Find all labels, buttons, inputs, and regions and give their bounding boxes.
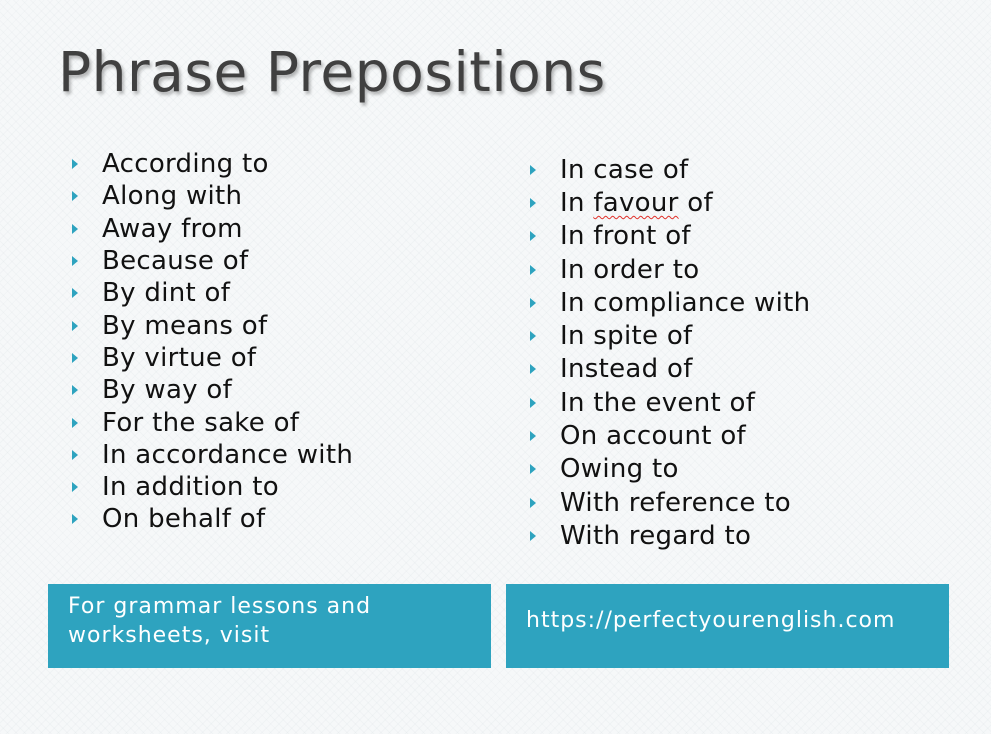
slide-title: Phrase Prepositions <box>58 40 606 104</box>
triangle-right-icon <box>530 364 536 374</box>
list-item-text: In accordance with <box>102 439 354 470</box>
list-item <box>68 406 353 438</box>
triangle-right-icon <box>530 431 536 441</box>
list-item-text: With regard to <box>560 520 752 551</box>
triangle-right-icon <box>72 159 78 169</box>
spellcheck-flagged-word: favour <box>593 187 679 218</box>
triangle-right-icon <box>72 514 78 524</box>
triangle-right-icon <box>530 198 536 208</box>
list-item-text <box>560 188 713 218</box>
triangle-right-icon <box>72 191 78 201</box>
list-item-text: By dint of <box>102 278 231 309</box>
list-item <box>68 245 353 277</box>
right-preposition-list <box>526 153 810 553</box>
list-item-text: On behalf of <box>102 504 266 535</box>
list-item-text: In front of <box>560 221 691 252</box>
list-item <box>68 213 353 245</box>
list-item-text: In addition to <box>102 472 279 503</box>
list-item-text: In compliance with <box>560 287 811 318</box>
list-item <box>526 286 810 319</box>
triangle-right-icon <box>530 531 536 541</box>
favour-suffix: of <box>678 187 713 218</box>
list-item <box>526 353 810 386</box>
list-item-text: According to <box>102 149 269 180</box>
triangle-right-icon <box>530 331 536 341</box>
list-item-text: For the sake of <box>102 407 300 438</box>
list-item-text: Away from <box>102 213 243 244</box>
list-item <box>68 503 353 535</box>
list-item-text: Owing to <box>560 454 679 485</box>
list-item <box>68 439 353 471</box>
triangle-right-icon <box>530 231 536 241</box>
list-item <box>526 153 810 186</box>
list-item-text: With reference to <box>560 487 791 518</box>
triangle-right-icon <box>530 398 536 408</box>
list-item <box>526 519 810 552</box>
triangle-right-icon <box>72 288 78 298</box>
triangle-right-icon <box>530 464 536 474</box>
triangle-right-icon <box>72 321 78 331</box>
footer-note-box <box>48 584 491 668</box>
triangle-right-icon <box>530 298 536 308</box>
list-item-text: In order to <box>560 254 700 285</box>
triangle-right-icon <box>72 256 78 266</box>
triangle-right-icon <box>72 450 78 460</box>
footer-note-text: For grammar lessons and worksheets, visit <box>68 594 372 648</box>
left-preposition-list <box>68 148 353 536</box>
list-item <box>526 386 810 419</box>
triangle-right-icon <box>72 418 78 428</box>
list-item-text: Instead of <box>560 354 693 385</box>
triangle-right-icon <box>530 165 536 175</box>
list-item <box>526 220 810 253</box>
list-item-text: In case of <box>560 154 689 185</box>
list-item <box>526 486 810 519</box>
list-item <box>68 180 353 212</box>
list-item-text: By means of <box>102 310 268 341</box>
triangle-right-icon <box>72 385 78 395</box>
list-item <box>68 374 353 406</box>
list-item-text: In spite of <box>560 321 693 352</box>
triangle-right-icon <box>72 224 78 234</box>
triangle-right-icon <box>530 265 536 275</box>
list-item <box>68 471 353 503</box>
list-item-text: Along with <box>102 181 243 212</box>
list-item-text: By virtue of <box>102 342 257 373</box>
list-item <box>526 186 810 219</box>
triangle-right-icon <box>530 498 536 508</box>
favour-prefix: In <box>560 187 594 218</box>
list-item <box>526 453 810 486</box>
list-item <box>68 148 353 180</box>
list-item <box>68 277 353 309</box>
list-item-text: By way of <box>102 375 233 406</box>
list-item <box>526 253 810 286</box>
list-item-text: On account of <box>560 421 747 452</box>
footer-url-text: https://perfectyourenglish.com <box>526 608 896 633</box>
triangle-right-icon <box>72 482 78 492</box>
list-item-text: In the event of <box>560 387 756 418</box>
triangle-right-icon <box>72 353 78 363</box>
footer-url-box <box>506 584 949 668</box>
list-item-text: Because of <box>102 246 249 277</box>
list-item <box>68 342 353 374</box>
list-item <box>68 309 353 341</box>
list-item <box>526 319 810 352</box>
list-item <box>526 419 810 452</box>
